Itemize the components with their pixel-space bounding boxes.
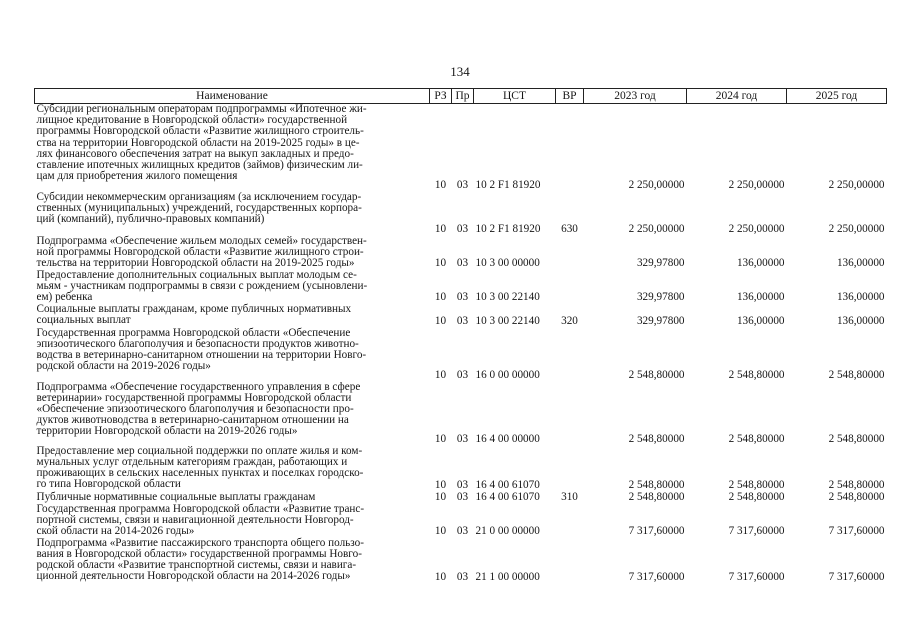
row-amount-2024: 2 250,00000 <box>728 223 785 236</box>
row-cst: 16 4 00 61070 <box>475 491 540 504</box>
row-vr <box>556 538 584 584</box>
row-cst: 10 3 00 00000 <box>475 257 540 270</box>
row-cst: 21 0 00 00000 <box>475 525 540 538</box>
row-name-line: социальных выплат <box>36 313 131 326</box>
row-cst: 10 3 00 22140 <box>475 315 540 328</box>
row-rz: 10 <box>434 571 447 584</box>
row-name-line: Публичные нормативные социальные выплаты гражданам <box>36 490 316 503</box>
row-vr <box>556 504 584 538</box>
row-amount-2023: 7 317,60000 <box>628 571 685 584</box>
row-name-line: тельства на территории Новгородской области на 2019-2025 годы» <box>36 256 355 269</box>
row-rz: 10 <box>434 179 447 192</box>
row-name-line: мунальных услуг отдельным категориям граждан, работающих и <box>36 455 348 468</box>
table-row <box>35 382 887 446</box>
row-amount-2024: 2 548,80000 <box>728 491 785 504</box>
row-cst: 10 2 F1 81920 <box>475 179 541 192</box>
row-amount-2023: 2 250,00000 <box>628 223 685 236</box>
row-cst: 21 1 00 00000 <box>475 571 540 584</box>
header-vr: ВР <box>556 89 584 104</box>
row-pr: 03 <box>456 291 469 304</box>
row-vr <box>556 382 584 446</box>
row-name-line: лях финансового обеспечения затрат на выкуп закладных и предо- <box>36 147 354 160</box>
row-pr: 03 <box>456 479 469 492</box>
row-name-line: Государственная программа Новгородской области «Развитие транс- <box>36 502 365 515</box>
row-vr <box>556 104 584 192</box>
row-name-line: родской области на 2019-2026 годы» <box>36 360 211 373</box>
header-rz: РЗ <box>430 89 452 104</box>
row-name-line: Подпрограмма «Обеспечение государственного управления в сфере <box>36 380 361 393</box>
row-amount-2025: 2 548,80000 <box>828 433 885 446</box>
row-name-line: портной системы, связи и навигационной деятельности Новгород- <box>36 513 354 526</box>
table-row <box>35 538 887 584</box>
header-2025: 2025 год <box>787 89 887 104</box>
row-amount-2025: 7 317,60000 <box>828 525 885 538</box>
row-name-line: эпизоотического благополучия и безопасности продуктов животно- <box>36 337 359 350</box>
row-pr: 03 <box>456 257 469 270</box>
row-name-line: ционной деятельности Новгородской области на 2014-2026 годы» <box>36 570 351 583</box>
row-vr: 630 <box>561 223 578 236</box>
row-name-line: родской области «Развитие транспортной системы, связи и навига- <box>36 558 357 571</box>
row-amount-2025: 2 548,80000 <box>828 491 885 504</box>
row-name <box>35 104 430 192</box>
row-cst: 16 0 00 00000 <box>475 369 540 382</box>
row-vr: 310 <box>561 491 578 504</box>
table-row <box>35 446 887 492</box>
row-cst: 16 4 00 61070 <box>475 479 540 492</box>
row-name-line: ской области на 2014-2026 годы» <box>36 524 195 537</box>
row-name-line: Субсидии региональным операторам подпрограммы «Ипотечное жи- <box>36 103 367 115</box>
row-name-line: ставление ипотечных жилищных кредитов (займов) физическим ли- <box>36 159 363 172</box>
row-name-line: ций (компаний), публично-правовых компаний) <box>36 212 265 225</box>
table-row <box>35 304 887 328</box>
row-pr: 03 <box>456 433 469 446</box>
row-amount-2024: 7 317,60000 <box>728 571 785 584</box>
row-amount-2025: 7 317,60000 <box>828 571 885 584</box>
row-name-line: ем) ребенка <box>36 290 93 303</box>
row-name <box>35 538 430 584</box>
row-rz: 10 <box>434 369 447 382</box>
header-2024: 2024 год <box>687 89 787 104</box>
row-amount-2025: 136,00000 <box>836 315 885 328</box>
row-amount-2023: 2 250,00000 <box>628 179 685 192</box>
row-name <box>35 192 430 236</box>
row-name-line: го типа Новгородской области <box>36 478 181 491</box>
row-amount-2025: 2 250,00000 <box>828 223 885 236</box>
row-amount-2023: 329,97800 <box>636 315 685 328</box>
row-name-line: вания в Новгородской области» государственной программы Новго- <box>36 547 362 560</box>
row-name-line: ства на территории Новгородской области на 2019-2025 годы» в це- <box>36 136 360 149</box>
row-amount-2025: 2 250,00000 <box>828 179 885 192</box>
row-rz: 10 <box>434 315 447 328</box>
row-amount-2024: 2 548,80000 <box>728 369 785 382</box>
row-amount-2024: 2 548,80000 <box>728 433 785 446</box>
row-name <box>35 236 430 270</box>
row-rz: 10 <box>434 433 447 446</box>
row-name-line: ной программы Новгородской области «Развитие жилищного строи- <box>36 245 364 258</box>
row-amount-2023: 2 548,80000 <box>628 369 685 382</box>
row-name-line: Субсидии некоммерческим организациям (за исключением государ- <box>36 190 362 203</box>
header-cst: ЦСТ <box>474 89 556 104</box>
header-2023: 2023 год <box>584 89 687 104</box>
table-body <box>35 104 887 584</box>
table-row <box>35 192 887 236</box>
row-name <box>35 328 430 382</box>
row-name-line: ственных (муниципальных) учреждений, государственных корпора- <box>36 201 362 214</box>
row-vr: 320 <box>561 315 578 328</box>
row-pr: 03 <box>456 179 469 192</box>
row-pr: 03 <box>456 223 469 236</box>
header-pr: Пр <box>452 89 474 104</box>
row-amount-2024: 7 317,60000 <box>728 525 785 538</box>
row-amount-2025: 136,00000 <box>836 257 885 270</box>
row-vr <box>556 446 584 492</box>
row-cst: 16 4 00 00000 <box>475 433 540 446</box>
row-name <box>35 270 430 304</box>
row-rz: 10 <box>434 223 447 236</box>
row-name-line: водства в ветеринарно-санитарном отношении на территории Новго- <box>36 348 367 361</box>
row-vr <box>556 328 584 382</box>
header-name: Наименование <box>35 89 430 104</box>
row-vr <box>556 270 584 304</box>
row-name-line: «Обеспечение эпизоотического благополучия и безопасности про- <box>36 402 354 415</box>
row-name-line: Предоставление мер социальной поддержки по оплате жилья и ком- <box>36 444 363 457</box>
row-amount-2023: 7 317,60000 <box>628 525 685 538</box>
table-row <box>35 236 887 270</box>
row-amount-2024: 136,00000 <box>736 291 785 304</box>
table-header-row <box>35 89 887 104</box>
row-pr: 03 <box>456 525 469 538</box>
row-amount-2024: 136,00000 <box>736 257 785 270</box>
row-name <box>35 382 430 446</box>
row-name-line: Социальные выплаты гражданам, кроме публичных нормативных <box>36 302 352 315</box>
row-amount-2025: 2 548,80000 <box>828 479 885 492</box>
row-amount-2024: 2 250,00000 <box>728 179 785 192</box>
row-name <box>35 446 430 492</box>
row-vr <box>556 236 584 270</box>
table-row <box>35 504 887 538</box>
row-name-line: проживающих в сельских населенных пунктах и поселках городско- <box>36 466 364 479</box>
row-name-line: цам для приобретения жилого помещения <box>36 170 238 183</box>
page-number: 134 <box>450 64 470 79</box>
row-rz: 10 <box>434 525 447 538</box>
row-name-line: лищное кредитование в Новгородской области» государственной <box>36 114 348 127</box>
row-name-line: дуктов животноводства в ветеринарно-санитарном отношении на <box>36 414 349 427</box>
row-name-line: Подпрограмма «Развитие пассажирского транспорта общего пользо- <box>36 536 364 549</box>
row-amount-2023: 329,97800 <box>636 257 685 270</box>
row-amount-2024: 136,00000 <box>736 315 785 328</box>
row-pr: 03 <box>456 369 469 382</box>
row-rz: 10 <box>434 491 447 504</box>
row-name-line: программы Новгородской области «Развитие жилищного строитель- <box>36 125 364 138</box>
table-row <box>35 270 887 304</box>
row-cst: 10 3 00 22140 <box>475 291 540 304</box>
row-name-line: Подпрограмма «Обеспечение жильем молодых семей» государствен- <box>36 234 367 247</box>
row-name <box>35 304 430 328</box>
row-amount-2023: 329,97800 <box>636 291 685 304</box>
row-name-line: Предоставление дополнительных социальных выплат молодым се- <box>36 268 357 281</box>
table-row <box>35 104 887 192</box>
row-cst: 10 2 F1 81920 <box>475 223 541 236</box>
row-amount-2023: 2 548,80000 <box>628 491 685 504</box>
table-row <box>35 328 887 382</box>
row-amount-2023: 2 548,80000 <box>628 479 685 492</box>
row-rz: 10 <box>434 479 447 492</box>
budget-table <box>34 88 887 584</box>
row-pr: 03 <box>456 571 469 584</box>
row-pr: 03 <box>456 491 469 504</box>
row-name-line: территории Новгородской области на 2019-2026 годы» <box>36 425 298 438</box>
row-rz: 10 <box>434 291 447 304</box>
row-rz: 10 <box>434 257 447 270</box>
row-name-line: Государственная программа Новгородской области «Обеспечение <box>36 326 351 339</box>
row-name-line: ветеринарии» государственной программы Новгородской области <box>36 391 352 404</box>
row-amount-2025: 136,00000 <box>836 291 885 304</box>
row-amount-2024: 2 548,80000 <box>728 479 785 492</box>
row-pr: 03 <box>456 315 469 328</box>
row-name <box>35 492 430 504</box>
row-amount-2023: 2 548,80000 <box>628 433 685 446</box>
row-name-line: мьям - участникам подпрограммы в связи с рождением (усыновлени- <box>36 279 368 292</box>
row-name <box>35 504 430 538</box>
table-row <box>35 492 887 504</box>
row-amount-2025: 2 548,80000 <box>828 369 885 382</box>
